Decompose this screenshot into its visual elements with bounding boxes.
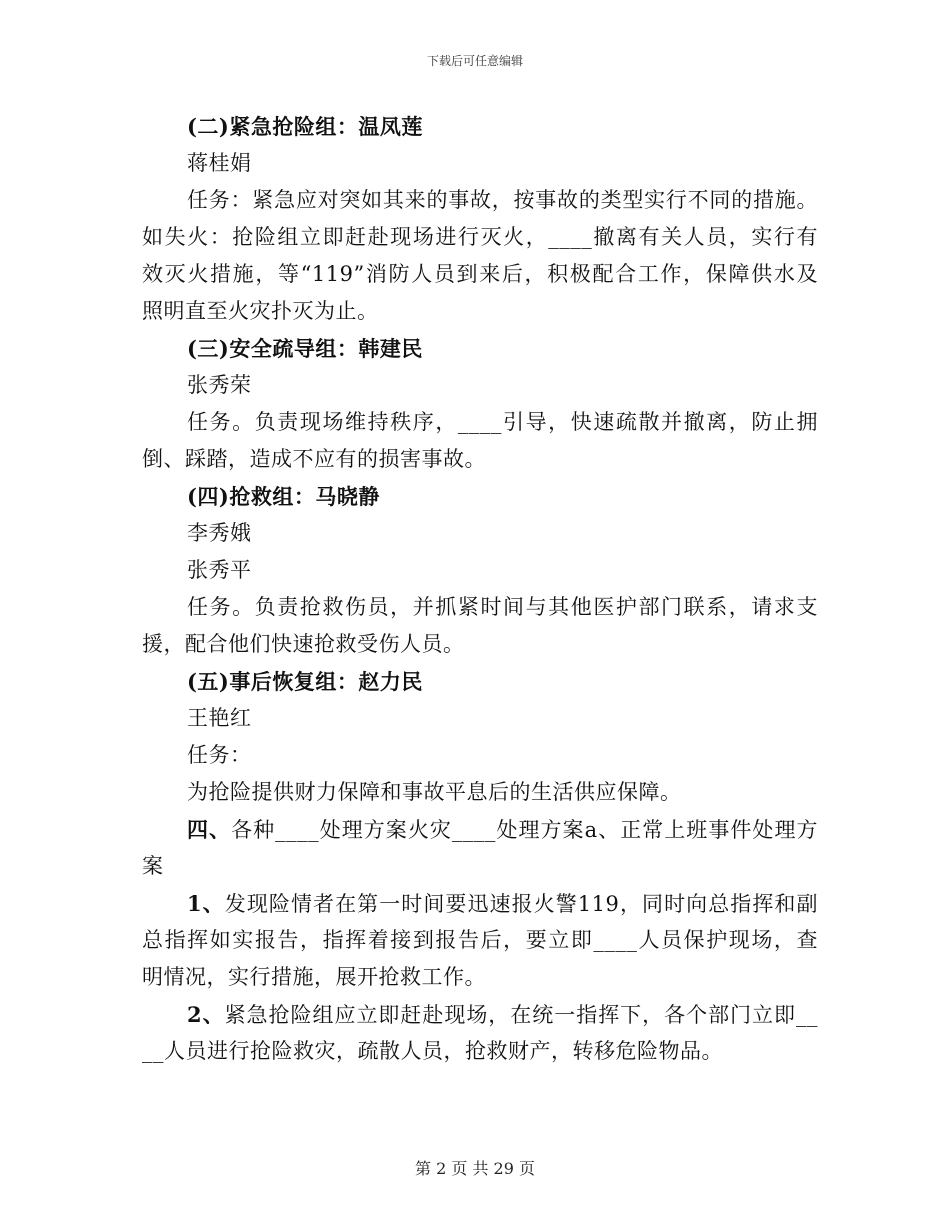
paragraph-line: 任务。负责现场维持秩序，____引导，快速疏散并撤离，防止拥 (187, 410, 818, 434)
section-heading: (五)事后恢复组：赵力民 (187, 669, 423, 694)
paragraph-line: 照明直至火灾扑灭为止。 (142, 299, 379, 323)
member-name: 李秀娥 (187, 521, 252, 545)
member-name: 张秀荣 (187, 373, 252, 397)
section-heading: (三)安全疏导组：韩建民 (187, 336, 423, 361)
paragraph-text: 紧急抢险组应立即赶赴现场，在统一指挥下，各个部门立即__ (224, 1003, 818, 1027)
paragraph-text: 各种____处理方案火灾____处理方案a、正常上班事件处理方 (231, 818, 818, 842)
task-label: 任务： (187, 743, 252, 767)
paragraph-line: 如失火：抢险组立即赶赴现场进行灭火，____撤离有关人员，实行有 (142, 225, 818, 249)
member-name: 张秀平 (187, 558, 252, 582)
paragraph-line (142, 811, 818, 848)
item-number: 2、 (187, 1002, 225, 1027)
section-number: 四、 (187, 817, 232, 842)
paragraph-line: 倒、踩踏，造成不应有的损害事故。 (142, 447, 486, 471)
paragraph-line: 援，配合他们快速抢救受伤人员。 (142, 632, 465, 656)
paragraph-line: __人员进行抢险救灾，疏散人员，抢救财产，转移危险物品。 (142, 1039, 723, 1063)
paragraph-line: 明情况，实行措施，展开抢救工作。 (142, 965, 486, 989)
item-number: 1、 (187, 891, 225, 916)
paragraph-line: 总指挥如实报告，指挥着接到报告后，要立即____人员保护现场，查 (142, 928, 818, 952)
paragraph-line (142, 885, 818, 922)
page-header: 下载后可任意编辑 (426, 54, 523, 68)
paragraph-line: 任务：紧急应对突如其来的事故，按事故的类型实行不同的措施。 (187, 188, 818, 212)
section-heading: (二)紧急抢险组：温凤莲 (187, 114, 423, 139)
section-heading: (四)抢救组：马晓静 (187, 484, 380, 509)
paragraph-line: 案 (142, 854, 164, 878)
member-name: 蒋桂娟 (187, 151, 252, 175)
paragraph-line: 为抢险提供财力保障和事故平息后的生活供应保障。 (187, 780, 682, 804)
paragraph-line: 任务。负责抢救伤员，并抓紧时间与其他医护部门联系，请求支 (187, 595, 818, 619)
document-body (142, 108, 818, 1070)
page-footer: 第 2 页 共 29 页 (415, 1159, 535, 1178)
member-name: 王艳红 (187, 706, 252, 730)
paragraph-line (142, 996, 818, 1033)
paragraph-text: 发现险情者在第一时间要迅速报火警119，同时向总指挥和副 (224, 892, 818, 916)
paragraph-line: 效灭火措施，等“119”消防人员到来后，积极配合工作，保障供水及 (142, 262, 818, 286)
